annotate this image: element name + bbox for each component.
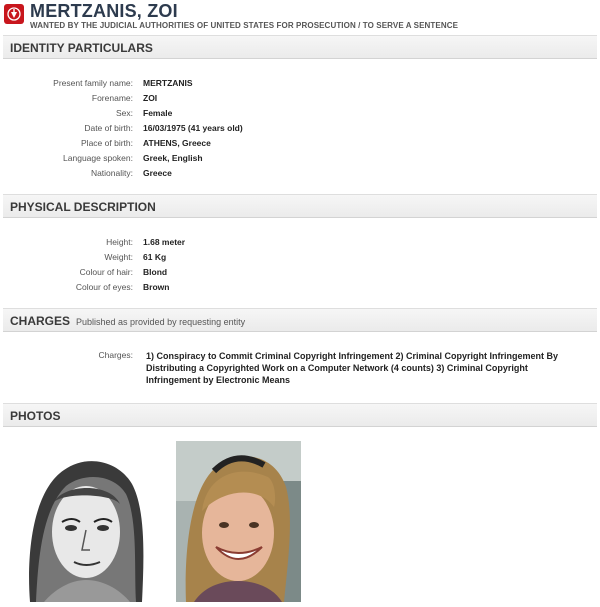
physical-row-eyes: Colour of eyes: Brown <box>75 282 170 292</box>
physical-rows <box>0 237 600 297</box>
identity-row-dob: Date of birth: 16/03/1975 (41 years old) <box>84 123 243 133</box>
wanted-by-subtitle: WANTED BY THE JUDICIAL AUTHORITIES OF UNITED STATES FOR PROSECUTION / TO SERVE A SENTENCE <box>30 21 459 30</box>
section-physical-header <box>3 194 597 218</box>
portrait-photo[interactable] <box>176 441 301 602</box>
charges-text: 1) Conspiracy to Commit Criminal Copyright Infringement 2) Criminal Copyright Infringement By Distributing a Copyrighted Work on a Computer Network (4 counts) 3) Criminal Copyright Infringement by Electronic Means <box>146 351 559 385</box>
section-title: CHARGES Published as provided by requesting entity <box>10 314 246 328</box>
interpol-logo-icon <box>4 4 24 24</box>
physical-row-weight: Weight: 61 Kg <box>104 252 167 262</box>
sketch-photo[interactable] <box>14 440 160 602</box>
identity-row-sex: Sex: Female <box>115 108 173 118</box>
identity-row-pob: Place of birth: ATHENS, Greece <box>81 138 211 148</box>
identity-row-family-name: Present family name: MERTZANIS <box>53 78 193 88</box>
section-identity-header <box>3 35 597 59</box>
section-charges-header <box>3 308 597 332</box>
notice-header <box>0 0 600 34</box>
section-title: PHOTOS <box>10 409 61 423</box>
identity-row-language: Language spoken: Greek, English <box>63 153 203 163</box>
physical-row-height: Height: 1.68 meter <box>106 237 186 247</box>
section-title: IDENTITY PARTICULARS <box>10 41 153 55</box>
section-title: PHYSICAL DESCRIPTION <box>10 200 156 214</box>
identity-row-forename: Forename: ZOI <box>91 93 158 103</box>
charges-note: Published as provided by requesting entity <box>76 317 246 327</box>
wanted-person-name: MERTZANIS, ZOI <box>30 1 178 21</box>
physical-row-hair: Colour of hair: Blond <box>79 267 168 277</box>
section-photos-header <box>3 403 597 427</box>
charges-label: Charges: <box>98 350 133 360</box>
identity-row-nationality: Nationality: Greece <box>90 168 172 178</box>
identity-rows <box>0 78 600 183</box>
